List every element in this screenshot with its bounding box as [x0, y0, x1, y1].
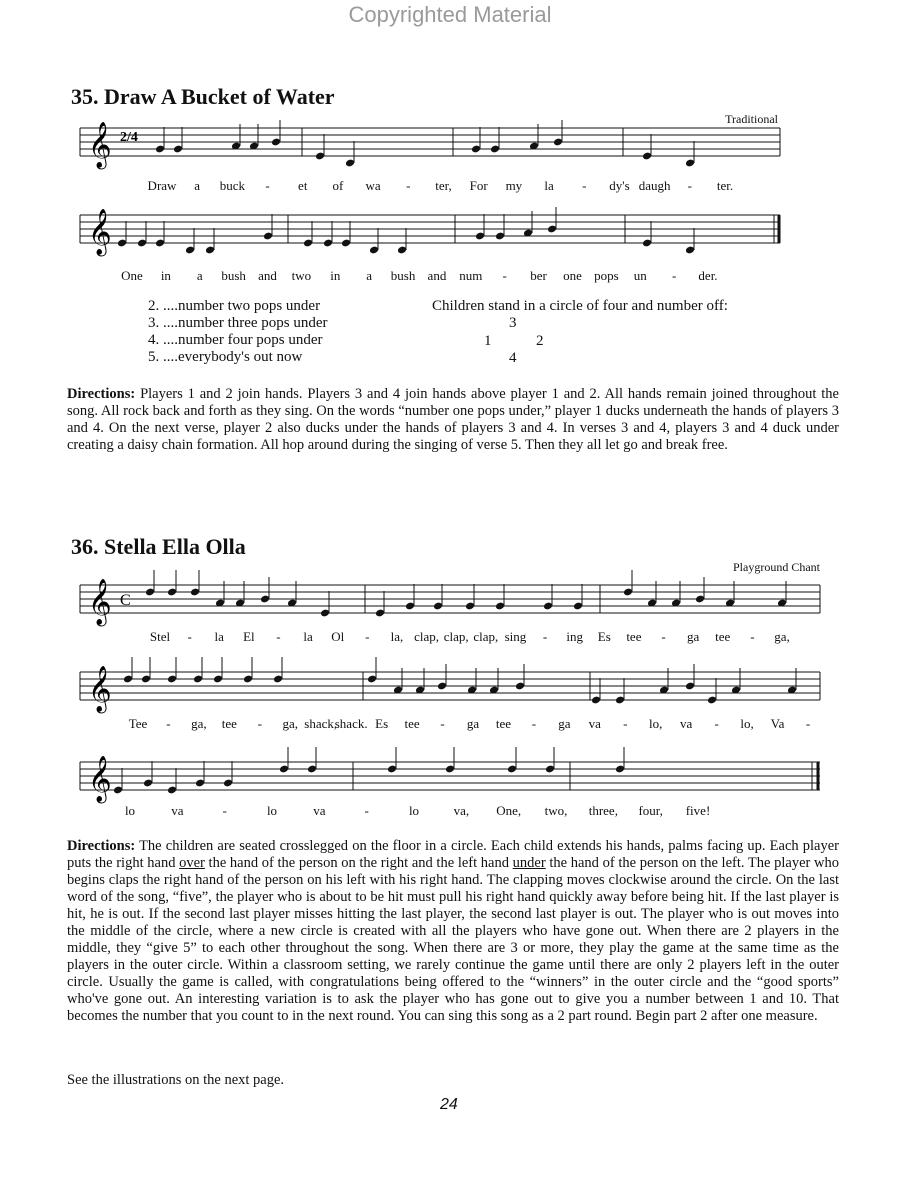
- song-36-lyrics-3: [90, 803, 820, 819]
- lyric-syllable: ga,: [282, 716, 299, 731]
- lyric-syllable: my: [505, 178, 523, 193]
- lyric-syllable: lo: [408, 803, 420, 818]
- lyric-syllable: and: [427, 268, 447, 283]
- lyric-syllable: Ol: [331, 629, 345, 644]
- lyric-syllable: One,: [496, 803, 522, 818]
- song-35-title: 35. Draw A Bucket of Water: [71, 84, 335, 109]
- lyric-syllable: dy's: [609, 178, 630, 193]
- lyric-syllable: buck: [219, 178, 246, 193]
- lyric-syllable: daugh: [638, 178, 671, 193]
- lyric-syllable: Es: [597, 629, 611, 644]
- lyric-syllable: of: [332, 178, 344, 193]
- lyric-syllable: Va: [770, 716, 785, 731]
- lyric-syllable: -: [406, 178, 411, 193]
- lyric-syllable: lo,: [740, 716, 754, 731]
- lyric-syllable: One: [121, 268, 143, 283]
- lyric-syllable: -: [187, 629, 192, 644]
- lyric-syllable: va: [680, 716, 693, 731]
- lyric-syllable: Es: [375, 716, 389, 731]
- lyric-syllable: ter.: [716, 178, 734, 193]
- lyric-syllable: lo: [266, 803, 278, 818]
- lyric-syllable: one: [563, 268, 582, 283]
- lyric-syllable: ber: [530, 268, 547, 283]
- lyric-syllable: lo: [124, 803, 136, 818]
- time-sig-top: 2/4: [120, 130, 138, 145]
- lyric-syllable: three,: [588, 803, 618, 818]
- lyric-syllable: two,: [544, 803, 568, 818]
- lyric-syllable: El: [243, 629, 255, 644]
- song-36-staff-3: [80, 752, 825, 832]
- verse-item: 2. ....number two pops under: [148, 298, 321, 314]
- lyric-syllable: and: [258, 268, 277, 283]
- lyric-syllable: -: [440, 716, 445, 731]
- song-36-lyrics-2: [90, 716, 820, 732]
- circle-caption: Children stand in a circle of four and number off:: [432, 298, 728, 314]
- lyric-syllable: ga,: [191, 716, 207, 731]
- song-36-credit: Playground Chant: [733, 560, 820, 574]
- lyric-syllable: -: [714, 716, 719, 731]
- lyric-syllable: -: [582, 178, 587, 193]
- directions-emphasis: over: [179, 855, 205, 871]
- verse-item: 3. ....number three pops under: [148, 315, 328, 331]
- verse-item: 5. ....everybody's out now: [148, 349, 303, 365]
- lyric-syllable: four,: [638, 803, 663, 818]
- lyric-syllable: lo,: [649, 716, 663, 731]
- lyric-syllable: -: [623, 716, 628, 731]
- song-36-lyrics-1: [90, 629, 820, 645]
- lyric-syllable: va: [588, 716, 601, 731]
- lyric-syllable: shack.: [334, 716, 368, 731]
- lyric-syllable: -: [750, 629, 755, 644]
- song-35-verse-list: [148, 298, 328, 366]
- lyric-syllable: ing: [566, 629, 583, 644]
- lyric-syllable: -: [671, 268, 677, 283]
- directions-text: The children are seated crosslegged on the floor in a circle. Each child extends his hands, palms facing up. Each player puts the right hand: [67, 838, 839, 871]
- lyric-syllable: va: [313, 803, 326, 818]
- lyric-syllable: -: [687, 178, 692, 193]
- lyric-syllable: -: [166, 716, 171, 731]
- lyric-syllable: Tee: [128, 716, 148, 731]
- treble-clef-icon: 𝄞: [88, 122, 112, 167]
- treble-clef-icon: 𝄞: [88, 756, 112, 801]
- circle-number: 3: [509, 315, 517, 331]
- lyric-syllable: -: [276, 629, 281, 644]
- circle-number: 4: [509, 350, 517, 366]
- song-35-directions: [67, 386, 839, 454]
- lyric-syllable: ga: [558, 716, 571, 731]
- song-36-title: 36. Stella Ella Olla: [71, 534, 246, 559]
- directions-label: Directions:: [67, 386, 136, 402]
- lyric-syllable: tee: [626, 629, 642, 644]
- common-time-icon: C: [120, 592, 131, 609]
- treble-clef-icon: 𝄞: [88, 666, 112, 711]
- lyric-syllable: clap,: [414, 629, 440, 644]
- see-illustrations-note: See the illustrations on the next page.: [67, 1072, 285, 1088]
- lyric-syllable: Stel: [149, 629, 171, 644]
- page-number: 24: [440, 1096, 458, 1113]
- lyric-syllable: bush: [390, 268, 416, 283]
- lyric-syllable: la: [214, 629, 224, 644]
- lyric-syllable: a: [196, 268, 203, 283]
- directions-emphasis: under: [512, 855, 546, 871]
- lyric-syllable: clap,: [443, 629, 469, 644]
- lyric-syllable: a: [194, 178, 201, 193]
- lyric-syllable: la: [544, 178, 554, 193]
- lyric-syllable: tee: [495, 716, 512, 731]
- lyric-syllable: clap,: [473, 629, 499, 644]
- lyric-syllable: five!: [685, 803, 711, 818]
- lyric-syllable: -: [502, 268, 507, 283]
- circle-number: 2: [536, 333, 544, 349]
- lyric-syllable: sing: [504, 629, 527, 644]
- lyric-syllable: a: [366, 268, 373, 283]
- lyric-syllable: -: [531, 716, 537, 731]
- lyric-syllable: two: [291, 268, 312, 283]
- lyric-syllable: -: [265, 178, 270, 193]
- song-36-directions: [67, 838, 839, 1025]
- lyric-syllable: va,: [453, 803, 470, 818]
- circle-number: 1: [484, 333, 492, 349]
- lyric-syllable: der.: [698, 268, 718, 283]
- lyric-syllable: in: [160, 268, 171, 283]
- lyric-syllable: -: [365, 629, 370, 644]
- verse-item: 4. ....number four pops under: [148, 332, 323, 348]
- lyric-syllable: la: [303, 629, 313, 644]
- song-35-credit: Traditional: [725, 112, 778, 126]
- lyric-syllable: For: [469, 178, 488, 193]
- lyric-syllable: tee: [404, 716, 420, 731]
- directions-text: Players 1 and 2 join hands. Players 3 and 4 join hands above player 1 and 2. All hands remain joined throughout the song. All rock back and forth as they sing. On the words “number one pops under,” player 1 ducks underneath the hands of players 3 and 4. On the next verse, player 2 also ducks under the hands of players 3 and 4. In verses 3 and 4, players 3 and 4 duck under creating a daisy chain formation. All hop around during the singing of verse 5. Then they all let go and break free.: [67, 386, 839, 453]
- lyric-syllable: tee: [715, 629, 731, 644]
- lyric-syllable: et: [298, 178, 308, 193]
- lyric-syllable: tee: [221, 716, 237, 731]
- lyric-syllable: in: [330, 268, 341, 283]
- treble-clef-icon: 𝄞: [88, 209, 112, 254]
- directions-text: the hand of the person on the right and the left hand: [204, 855, 513, 871]
- lyric-syllable: Draw: [147, 178, 177, 193]
- lyric-syllable: ga,: [774, 629, 790, 644]
- lyric-syllable: wa: [365, 178, 381, 193]
- lyric-syllable: ter,: [435, 178, 452, 193]
- lyric-syllable: -: [222, 803, 227, 818]
- lyric-syllable: ga: [687, 629, 700, 644]
- lyric-syllable: un: [633, 268, 647, 283]
- lyric-syllable: num: [459, 268, 483, 283]
- lyric-syllable: va: [171, 803, 184, 818]
- lyric-syllable: -: [805, 716, 811, 731]
- lyric-syllable: la,: [390, 629, 404, 644]
- lyric-syllable: -: [257, 716, 262, 731]
- lyric-syllable: -: [661, 629, 666, 644]
- song-35-lyrics-2: [90, 268, 820, 284]
- treble-clef-icon: 𝄞: [88, 579, 112, 624]
- lyric-syllable: shack,: [304, 716, 338, 731]
- copyright-watermark: Copyrighted Material: [348, 2, 552, 27]
- lyric-syllable: -: [542, 629, 548, 644]
- lyric-syllable: pops: [594, 268, 619, 283]
- directions-text: the hand of the person on the left. The player who begins claps the right hand of the person on his left with his right hand. The clapping moves clockwise around the circle. On the last word of the song, “five”, the player who is about to be hit must pull his right hand quickly away before being hit. If the last player is hit, he is out. If the second last player misses hitting the last player, the second last player is out. The player who is out moves into the middle of the circle, where a new circle is created with all the players who have gone out. When there are 2 players in the middle, they “give 5” to each other throughout the song. When there are 3 or more, they play the game at the same time as the players in the outer circle. Within a classroom setting, we rarely continue the game until there are only 2 players left in the outer circle. Usually the game is called, with congratulations being offered to the “winners” in the outer circle and the “good sports” who've gone out. An interesting variation is to ask the player who has gone out to give you a number between 1 and 10. That becomes the number that you count to in the next round. You can sing this song as a 2 part round. Begin part 2 after one measure.: [67, 855, 839, 1024]
- song-35-lyrics-1: [90, 178, 820, 194]
- lyric-syllable: -: [364, 803, 369, 818]
- lyric-syllable: ga: [466, 716, 480, 731]
- directions-label: Directions:: [67, 838, 136, 854]
- lyric-syllable: bush: [221, 268, 246, 283]
